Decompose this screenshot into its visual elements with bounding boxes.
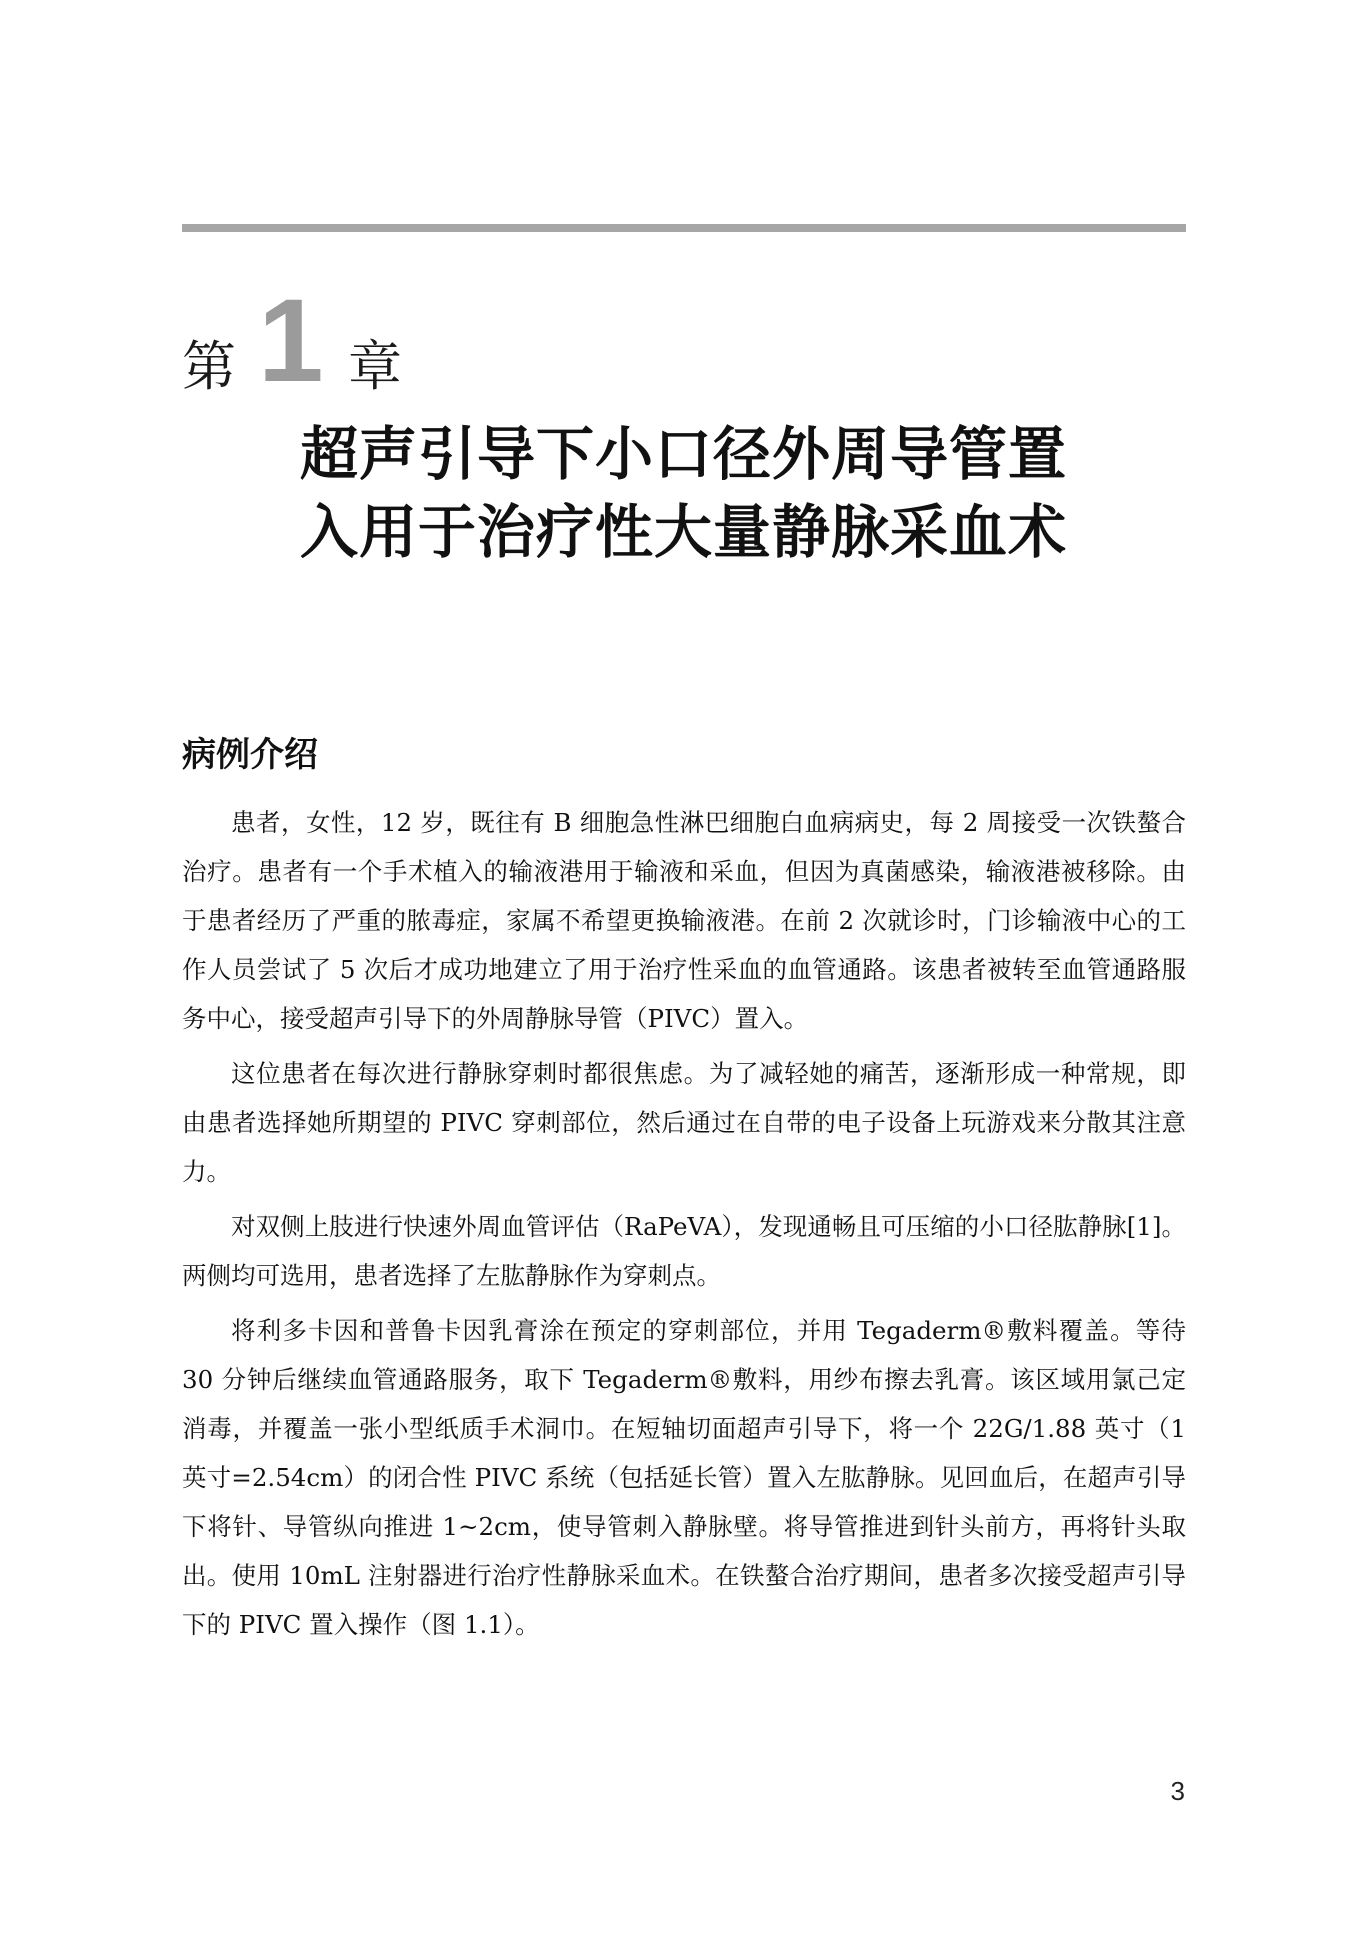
paragraph-1: 患者，女性，12 岁，既往有 B 细胞急性淋巴细胞白血病病史，每 2 周接受一次铁螯合治疗。患者有一个手术植入的输液港用于输液和采血，但因为真菌感染，输液港被移除。由于患者经历了严重的脓毒症，家属不希望更换输液港。在前 2 次就诊时，门诊输液中心的工作人员尝试了 5 次后才成功地建立了用于治疗性采血的血管通路。该患者被转至血管通路服务中心，接受超声引导下的外周静脉导管（PIVC）置入。 — [182, 808, 1186, 1033]
body-text — [182, 798, 1186, 1655]
chapter-title-line-2: 入用于治疗性大量静脉采血术 — [300, 498, 1068, 566]
paragraph-2: 这位患者在每次进行静脉穿刺时都很焦虑。为了减轻她的痛苦，逐渐形成一种常规，即由患者选择她所期望的 PIVC 穿刺部位，然后通过在自带的电子设备上玩游戏来分散其注意力。 — [182, 1059, 1186, 1186]
paragraph-3: 对双侧上肢进行快速外周血管评估（RaPeVA），发现通畅且可压缩的小口径肱静脉[1]。两侧均可选用，患者选择了左肱静脉作为穿刺点。 — [182, 1212, 1186, 1290]
chapter-prefix: 第 — [182, 335, 236, 398]
paragraph-4: 将利多卡因和普鲁卡因乳膏涂在预定的穿刺部位，并用 Tegaderm®敷料覆盖。等待 30 分钟后继续血管通路服务，取下 Tegaderm®敷料，用纱布擦去乳膏。该区域用氯己定消毒，并覆盖一张小型纸质手术洞巾。在短轴切面超声引导下，将一个 22G/1.88 英寸（1 英寸=2.54cm）的闭合性 PIVC 系统（包括延长管）置入左肱静脉。见回血后，在超声引导下将针、导管纵向推进 1~2cm，使导管刺入静脉壁。将导管推进到针头前方，再将针头取出。使用 10mL 注射器进行治疗性静脉采血术。在铁螯合治疗期间，患者多次接受超声引导下的 PIVC 置入操作（图 1.1）。 — [182, 1316, 1186, 1639]
chapter-number: 1 — [258, 275, 324, 407]
page-number: 3 — [1170, 1776, 1185, 1806]
section-heading: 病例介绍 — [182, 735, 318, 775]
chapter-title — [300, 415, 1200, 571]
chapter-suffix: 章 — [348, 335, 402, 398]
chapter-title-line-1: 超声引导下小口径外周导管置 — [300, 420, 1068, 488]
top-rule — [182, 224, 1186, 232]
